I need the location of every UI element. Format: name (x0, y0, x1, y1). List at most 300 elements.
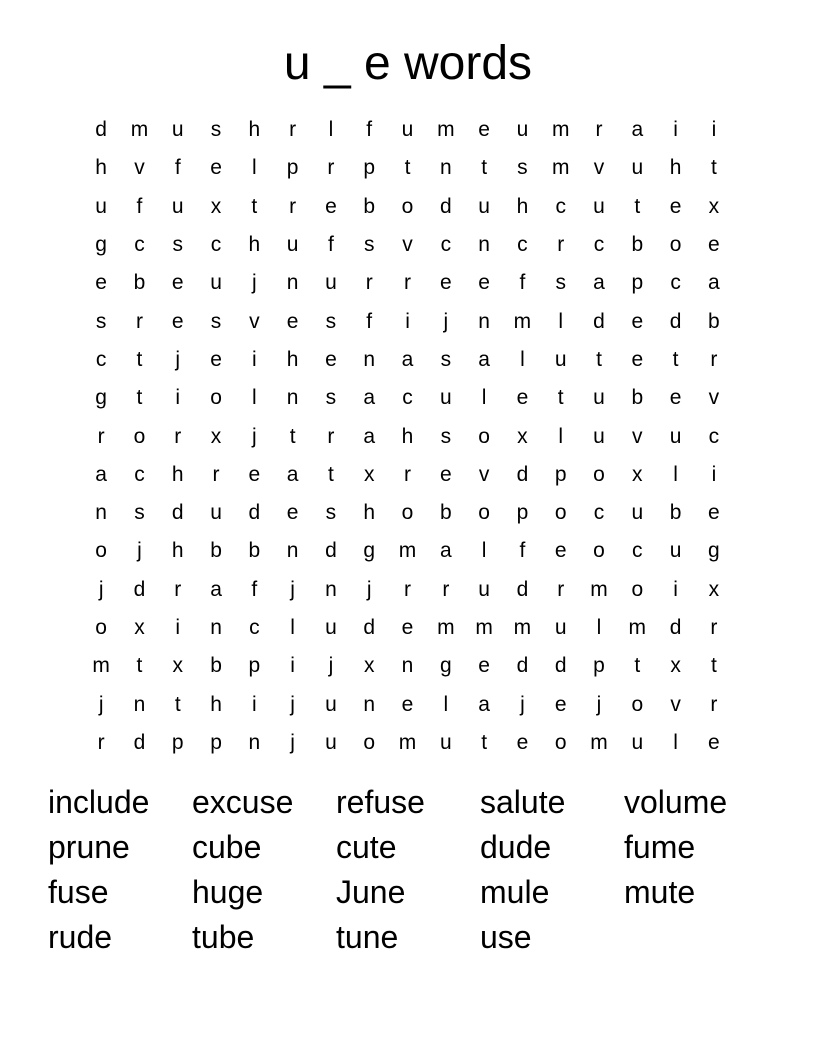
grid-letter: e (669, 194, 682, 218)
grid-letter: d (325, 539, 337, 563)
grid-letter: o (401, 194, 414, 218)
grid-letter: p (210, 730, 222, 754)
grid-letter: d (171, 501, 184, 525)
word-bank-item: use (480, 919, 532, 955)
grid-letter: g (708, 539, 720, 563)
grid-letter: e (95, 271, 107, 295)
grid-letter: u (554, 347, 567, 371)
grid-letter: p (554, 462, 567, 486)
grid-letter: h (171, 539, 184, 563)
grid-letter: r (135, 309, 143, 333)
grid-letter: u (325, 616, 337, 639)
grid-letter: h (363, 501, 376, 525)
grid-letter: b (363, 194, 376, 218)
grid-letter: t (136, 347, 143, 371)
grid-letter: r (442, 577, 450, 601)
grid-letter: a (631, 118, 644, 142)
grid-letter: a (478, 347, 490, 371)
grid-letter: u (669, 424, 682, 448)
grid-letter: r (174, 424, 182, 448)
grid-letter: e (516, 730, 529, 754)
word-bank-item: cute (336, 829, 397, 865)
grid-letter: j (137, 539, 142, 563)
grid-letter: u (210, 501, 222, 525)
grid-letter: m (551, 156, 570, 180)
grid-letter: h (210, 692, 222, 716)
grid-letter: v (402, 233, 413, 257)
grid-letter: b (210, 654, 222, 678)
grid-letter: u (439, 386, 452, 410)
grid-letter: o (401, 501, 414, 525)
grid-letter: x (210, 194, 222, 218)
grid-letter: c (134, 462, 145, 486)
grid-letter: e (554, 692, 567, 716)
grid-letter: m (398, 730, 417, 754)
grid-letter: e (439, 462, 452, 486)
grid-letter: p (593, 654, 605, 678)
grid-letter: u (95, 194, 107, 218)
grid-letter: d (593, 309, 605, 333)
grid-letter: m (628, 616, 647, 639)
grid-letter: d (669, 309, 682, 333)
grid-letter: e (631, 347, 644, 371)
grid-letter: e (669, 386, 682, 410)
grid-letter: t (481, 730, 488, 754)
grid-letter: g (439, 654, 452, 678)
grid-letter: n (478, 233, 490, 257)
grid-letter: c (440, 233, 452, 257)
grid-letter: c (670, 271, 681, 295)
grid-letter: v (670, 692, 681, 716)
grid-letter: p (171, 730, 184, 754)
grid-letter: l (673, 730, 678, 754)
grid-letter: t (596, 347, 602, 371)
grid-letter: j (290, 730, 295, 754)
word-bank-item: salute (480, 784, 566, 820)
grid-letter: u (325, 271, 337, 295)
grid-letter: e (325, 194, 337, 218)
grid-letter: e (708, 730, 720, 754)
grid-letter: o (631, 692, 644, 716)
grid-letter: v (708, 386, 720, 410)
grid-letter: m (551, 118, 570, 142)
grid-letter: v (249, 309, 260, 333)
grid-letter: r (404, 577, 412, 601)
grid-letter: e (286, 501, 299, 525)
grid-letter: r (710, 347, 718, 371)
grid-letter: u (631, 501, 644, 525)
word-bank (48, 780, 788, 960)
word-bank-item: include (48, 784, 150, 820)
grid-letter: m (513, 309, 532, 333)
grid-letter: o (363, 730, 376, 754)
grid-letter: n (210, 616, 222, 639)
grid-letter: u (478, 577, 490, 601)
grid-letter: l (481, 539, 487, 563)
grid-letter: r (557, 233, 565, 257)
grid-letter: o (133, 424, 146, 448)
grid-letter: c (134, 233, 145, 257)
grid-letter: u (554, 616, 567, 639)
word-bank-item: refuse (336, 784, 425, 820)
grid-letter: c (210, 233, 222, 257)
grid-letter: a (708, 271, 720, 295)
grid-letter: e (171, 309, 184, 333)
grid-letter: m (130, 118, 149, 142)
grid-letter: r (404, 271, 412, 295)
grid-letter: d (516, 462, 529, 486)
grid-letter: v (478, 462, 490, 486)
grid-letter: i (290, 654, 295, 678)
grid-letter: o (95, 616, 107, 639)
grid-letter: p (631, 271, 644, 295)
grid-letter: i (175, 616, 181, 639)
grid-letter: d (669, 616, 682, 639)
grid-letter: u (478, 194, 490, 218)
grid-letter: r (365, 271, 373, 295)
grid-letter: u (325, 730, 337, 754)
grid-letter: x (708, 194, 720, 218)
grid-letter: t (634, 654, 641, 678)
grid-letter: x (632, 462, 643, 486)
grid-letter: s (95, 309, 107, 333)
grid-letter: x (517, 424, 528, 448)
grid-letter: n (133, 692, 146, 716)
grid-letter: x (210, 424, 222, 448)
grid-letter: h (248, 233, 261, 257)
grid-letter: n (286, 271, 299, 295)
grid-letter: a (210, 577, 222, 601)
grid-letter: c (632, 539, 643, 563)
word-bank-item: fuse (48, 874, 109, 910)
grid-letter: s (325, 309, 337, 333)
grid-letter: b (669, 501, 682, 525)
grid-letter: m (437, 118, 455, 142)
grid-letter: u (171, 194, 184, 218)
word-bank-item: rude (48, 919, 113, 955)
grid-letter: m (437, 616, 455, 639)
word-bank-item: cube (192, 829, 262, 865)
grid-letter: h (171, 462, 184, 486)
grid-letter: x (670, 654, 681, 678)
grid-letter: d (133, 730, 146, 754)
grid-letter: t (136, 386, 143, 410)
grid-letter: a (95, 462, 107, 486)
grid-letter: t (174, 692, 181, 716)
grid-letter: d (516, 654, 529, 678)
grid-letter: f (366, 309, 373, 333)
grid-letter: f (519, 539, 526, 563)
grid-letter: d (516, 577, 529, 601)
grid-letter: j (520, 692, 525, 716)
grid-letter: r (595, 118, 603, 142)
grid-letter: c (708, 424, 720, 448)
grid-letter: t (481, 156, 488, 180)
grid-letter: m (475, 616, 493, 639)
grid-letter: s (325, 386, 337, 410)
grid-letter: b (133, 271, 146, 295)
grid-letter: l (443, 692, 449, 716)
grid-letter: o (631, 577, 644, 601)
grid-letter: j (252, 271, 257, 295)
grid-letter: h (248, 118, 261, 142)
grid-letter: j (290, 577, 295, 601)
grid-letter: e (631, 309, 644, 333)
word-bank-item: June (336, 874, 406, 910)
grid-letter: g (95, 386, 107, 410)
grid-letter: g (95, 233, 107, 257)
letter-grid (82, 111, 734, 762)
grid-letter: s (134, 501, 145, 525)
grid-letter: a (478, 692, 490, 716)
grid-letter: i (711, 462, 717, 486)
grid-letter: p (248, 654, 261, 678)
word-bank-item: fume (624, 829, 696, 865)
word-bank-item: volume (624, 784, 728, 820)
grid-letter: d (133, 577, 146, 601)
grid-letter: m (92, 654, 110, 678)
grid-letter: e (210, 156, 222, 180)
grid-letter: e (210, 347, 222, 371)
grid-letter: s (555, 271, 566, 295)
grid-letter: p (363, 156, 376, 180)
grid-letter: e (325, 347, 337, 371)
grid-letter: r (327, 424, 335, 448)
grid-letter: i (252, 347, 257, 371)
grid-letter: u (439, 730, 452, 754)
grid-letter: o (478, 424, 490, 448)
grid-letter: r (327, 156, 335, 180)
grid-letter: v (593, 156, 605, 180)
grid-letter: b (248, 539, 261, 563)
grid-letter: n (95, 501, 107, 525)
grid-letter: n (286, 386, 299, 410)
grid-letter: h (516, 194, 529, 218)
grid-letter: n (286, 539, 299, 563)
word-bank-item: dude (480, 829, 552, 865)
grid-letter: e (478, 118, 490, 142)
grid-letter: u (631, 730, 644, 754)
grid-letter: r (97, 424, 105, 448)
grid-letter: x (172, 654, 183, 678)
grid-letter: e (248, 462, 261, 486)
grid-letter: l (596, 616, 602, 639)
grid-letter: l (481, 386, 487, 410)
grid-letter: d (248, 501, 261, 525)
grid-letter: e (401, 692, 414, 716)
grid-letter: s (210, 118, 222, 142)
grid-letter: j (290, 692, 295, 716)
grid-letter: j (596, 692, 602, 716)
grid-letter: t (251, 194, 258, 218)
grid-letter: r (710, 692, 718, 716)
grid-letter: a (593, 271, 605, 295)
grid-letter: i (175, 386, 181, 410)
grid-letter: n (363, 347, 376, 371)
grid-letter: e (708, 501, 720, 525)
grid-letter: e (286, 309, 299, 333)
grid-letter: l (673, 462, 678, 486)
grid-letter: e (708, 233, 720, 257)
grid-letter: x (708, 577, 720, 601)
grid-letter: m (590, 577, 608, 601)
grid-letter: t (710, 156, 717, 180)
grid-letter: i (673, 118, 678, 142)
grid-letter: f (366, 118, 373, 142)
grid-letter: j (175, 347, 181, 371)
grid-letter: o (554, 730, 567, 754)
grid-letter: n (248, 730, 261, 754)
grid-letter: t (289, 424, 296, 448)
grid-letter: f (328, 233, 334, 257)
grid-letter: d (95, 118, 107, 142)
grid-letter: e (478, 271, 490, 295)
grid-letter: l (558, 424, 564, 448)
grid-letter: r (174, 577, 182, 601)
grid-letter: o (210, 386, 222, 410)
grid-letter: r (710, 616, 718, 639)
grid-letter: t (634, 194, 641, 218)
grid-letter: s (440, 424, 452, 448)
grid-letter: o (478, 501, 490, 525)
grid-letter: c (95, 347, 107, 371)
grid-letter: t (328, 462, 334, 486)
grid-letter: v (134, 156, 145, 180)
grid-letter: c (593, 233, 605, 257)
grid-letter: u (325, 692, 337, 716)
grid-letter: f (251, 577, 258, 601)
grid-letter: s (517, 156, 528, 180)
grid-letter: c (555, 194, 566, 218)
grid-letter: l (558, 309, 564, 333)
grid-letter: j (443, 309, 449, 333)
grid-letter: s (440, 347, 452, 371)
grid-letter: t (710, 654, 717, 678)
grid-letter: a (286, 462, 299, 486)
grid-letter: u (210, 271, 222, 295)
grid-letter: a (363, 424, 376, 448)
grid-letter: e (516, 386, 529, 410)
grid-letter: h (95, 156, 107, 180)
grid-letter: t (136, 654, 143, 678)
grid-letter: d (439, 194, 452, 218)
grid-letter: u (593, 424, 605, 448)
word-bank-item: tune (336, 919, 399, 955)
grid-letter: f (174, 156, 181, 180)
grid-letter: r (212, 462, 220, 486)
page-title: u _ e words (283, 37, 533, 90)
grid-letter: a (401, 347, 414, 371)
grid-letter: n (401, 654, 414, 678)
grid-letter: s (325, 501, 337, 525)
grid-letter: l (328, 118, 334, 142)
grid-letter: b (631, 386, 644, 410)
grid-letter: x (363, 654, 375, 678)
grid-letter: j (98, 692, 104, 716)
grid-letter: f (136, 194, 143, 218)
grid-letter: r (289, 194, 297, 218)
word-bank-item: mute (624, 874, 696, 910)
grid-letter: h (401, 424, 414, 448)
grid-letter: l (252, 386, 257, 410)
grid-letter: u (593, 386, 605, 410)
grid-letter: b (708, 309, 720, 333)
grid-letter: p (286, 156, 299, 180)
grid-letter: c (517, 233, 528, 257)
grid-letter: e (554, 539, 567, 563)
grid-letter: u (631, 156, 644, 180)
grid-letter: a (439, 539, 452, 563)
grid-letter: j (98, 577, 104, 601)
grid-letter: h (669, 156, 682, 180)
grid-letter: m (590, 730, 608, 754)
grid-letter: j (366, 577, 372, 601)
grid-letter: e (478, 654, 490, 678)
grid-letter: g (363, 539, 376, 563)
word-bank-item: huge (192, 874, 264, 910)
grid-letter: e (171, 271, 184, 295)
grid-letter: s (363, 233, 375, 257)
grid-letter: t (404, 156, 411, 180)
grid-letter: e (439, 271, 452, 295)
word-bank-item: prune (48, 829, 130, 865)
grid-letter: i (673, 577, 678, 601)
grid-letter: m (398, 539, 417, 563)
grid-letter: x (363, 462, 375, 486)
grid-letter: x (134, 616, 145, 639)
grid-letter: u (516, 118, 529, 142)
grid-letter: c (593, 501, 605, 525)
grid-letter: j (328, 654, 334, 678)
grid-letter: v (632, 424, 643, 448)
grid-letter: p (516, 501, 529, 525)
grid-letter: c (249, 616, 260, 639)
grid-letter: f (519, 271, 526, 295)
grid-letter: n (439, 156, 452, 180)
grid-letter: a (363, 386, 376, 410)
grid-letter: l (252, 156, 257, 180)
grid-letter: o (669, 233, 682, 257)
grid-letter: n (325, 577, 337, 601)
grid-letter: u (669, 539, 682, 563)
grid-letter: h (286, 347, 299, 371)
grid-letter: u (593, 194, 605, 218)
grid-letter: e (401, 616, 414, 639)
grid-letter: l (290, 616, 295, 639)
grid-letter: l (520, 347, 525, 371)
grid-letter: r (289, 118, 297, 142)
word-bank-item: tube (192, 919, 255, 955)
grid-letter: r (557, 577, 565, 601)
grid-letter: u (286, 233, 299, 257)
grid-letter: b (631, 233, 644, 257)
grid-letter: s (210, 309, 222, 333)
grid-letter: t (557, 386, 564, 410)
grid-letter: u (171, 118, 184, 142)
grid-letter: s (172, 233, 183, 257)
grid-letter: r (404, 462, 412, 486)
grid-letter: n (478, 309, 490, 333)
grid-letter: i (711, 118, 717, 142)
grid-letter: t (672, 347, 679, 371)
grid-letter: d (554, 654, 567, 678)
grid-letter: o (554, 501, 567, 525)
grid-letter: o (593, 462, 605, 486)
grid-letter: u (401, 118, 414, 142)
word-bank-item: excuse (192, 784, 294, 820)
word-bank-item: mule (480, 874, 550, 910)
grid-letter: i (252, 692, 257, 716)
